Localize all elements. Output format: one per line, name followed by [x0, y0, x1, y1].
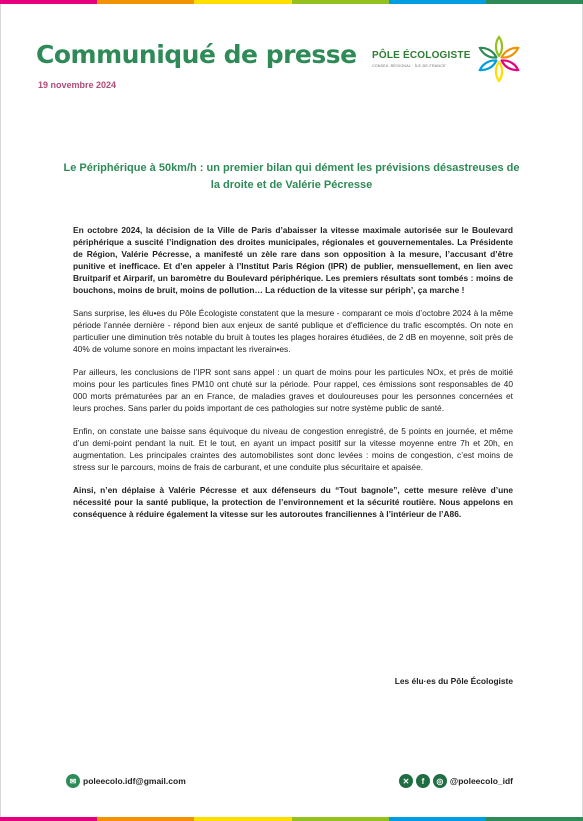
release-date: 19 novembre 2024 [38, 80, 117, 90]
footer-contact [66, 774, 186, 788]
x-icon[interactable]: ✕ [399, 774, 413, 788]
bottom-color-stripe [0, 817, 583, 821]
page-title: Communiqué de presse [36, 40, 357, 69]
signature: Les élu·es du Pôle Écologiste [394, 676, 513, 686]
paragraph-conclusion: Ainsi, n’en déplaise à Valérie Pécresse et aux défenseurs du “Tout bagnole”, cette mesure relève d’une nécessité pour la santé publique, la protection de l’environnement et la sécurité routière. Nous appelons en conséquence à réduire également la vitesse sur les autoroutes franciliennes à l’intérieur de l’A86. [73, 485, 513, 519]
pole-ecologiste-logo [370, 34, 535, 84]
paragraph-noise: Sans surprise, les élu•es du Pôle Écologiste constatent que la mesure - comparant ce mois d’octobre 2024 à la même période l’année dernière - répond bien aux enjeux de santé publique et d’efficience du trafic escomptés. On note en particulier une diminution très notable du bruit à toutes les plages horaires étudiées, de 2 dB en moyenne, soit près de 40% de volume sonore en moins impactant les riverain•es. [73, 308, 513, 354]
logo-subtitle: CONSEIL RÉGIONAL · ÎLE-DE-FRANCE [372, 64, 446, 68]
email-icon: ✉ [66, 774, 80, 788]
press-release-headline: Le Périphérique à 50km/h : un premier bilan qui dément les prévisions désastreuses de la droite et de Valérie Pécresse [63, 162, 520, 191]
facebook-icon[interactable]: f [416, 774, 430, 788]
paragraph-pollution: Par ailleurs, les conclusions de l’IPR sont sans appel : un quart de moins pour les particules NOx, et près de moitié moins pour les particules fines PM10 ont chuté sur la période. Pour rappel, ces émissions sont responsables de 40 000 morts prématurées par an en France, de maladies graves et douloureuses pour les personnes concernées et leurs proches. Sans parler du poids important de ces pathologies sur notre système public de santé. [73, 367, 513, 413]
press-release-body [73, 224, 513, 531]
paragraph-congestion: Enfin, on constate une baisse sans équivoque du niveau de congestion enregistré, de 5 points en journée, et même d’un demi-point pendant la nuit. Et le tout, en ayant un impact positif sur la vitesse moyenne entre 7h et 20h, en augmentation. Les principales craintes des automobilistes sont donc levées : moins de congestion, c’est moins de stress sur le parcours, moins de frais de carburant, et une conduite plus sécuritaire et apaisée. [73, 426, 513, 472]
flower-logo-icon [475, 34, 523, 84]
instagram-icon[interactable]: ◎ [433, 774, 447, 788]
top-color-stripe [0, 0, 583, 4]
paragraph-intro: En octobre 2024, la décision de la Ville de Paris d’abaisser la vitesse maximale autorisée sur le Boulevard périphérique a suscité l’indignation des droites municipales, régionales et gouvernementales. La Présidente de Région, Valérie Pécresse, a manifesté un zèle rare dans son opposition à la mesure, l’accusant d’être punitive et inefficace. Et d’en appeler à l’Institut Paris Région (IPR) de publier, mensuellement, en lien avec Bruitparif et Airparif, un baromètre du Boulevard périphérique. Les premiers résultats sont tombés : moins de bouchons, moins de bruit, moins de pollution… La réduction de la vitesse sur périph’, ça marche ! [73, 225, 513, 295]
contact-email[interactable]: poleecolo.idf@gmail.com [83, 776, 186, 786]
logo-name: PÔLE ÉCOLOGISTE [372, 50, 471, 61]
footer-social [399, 774, 513, 788]
social-handle[interactable]: @poleecolo_idf [449, 776, 513, 786]
